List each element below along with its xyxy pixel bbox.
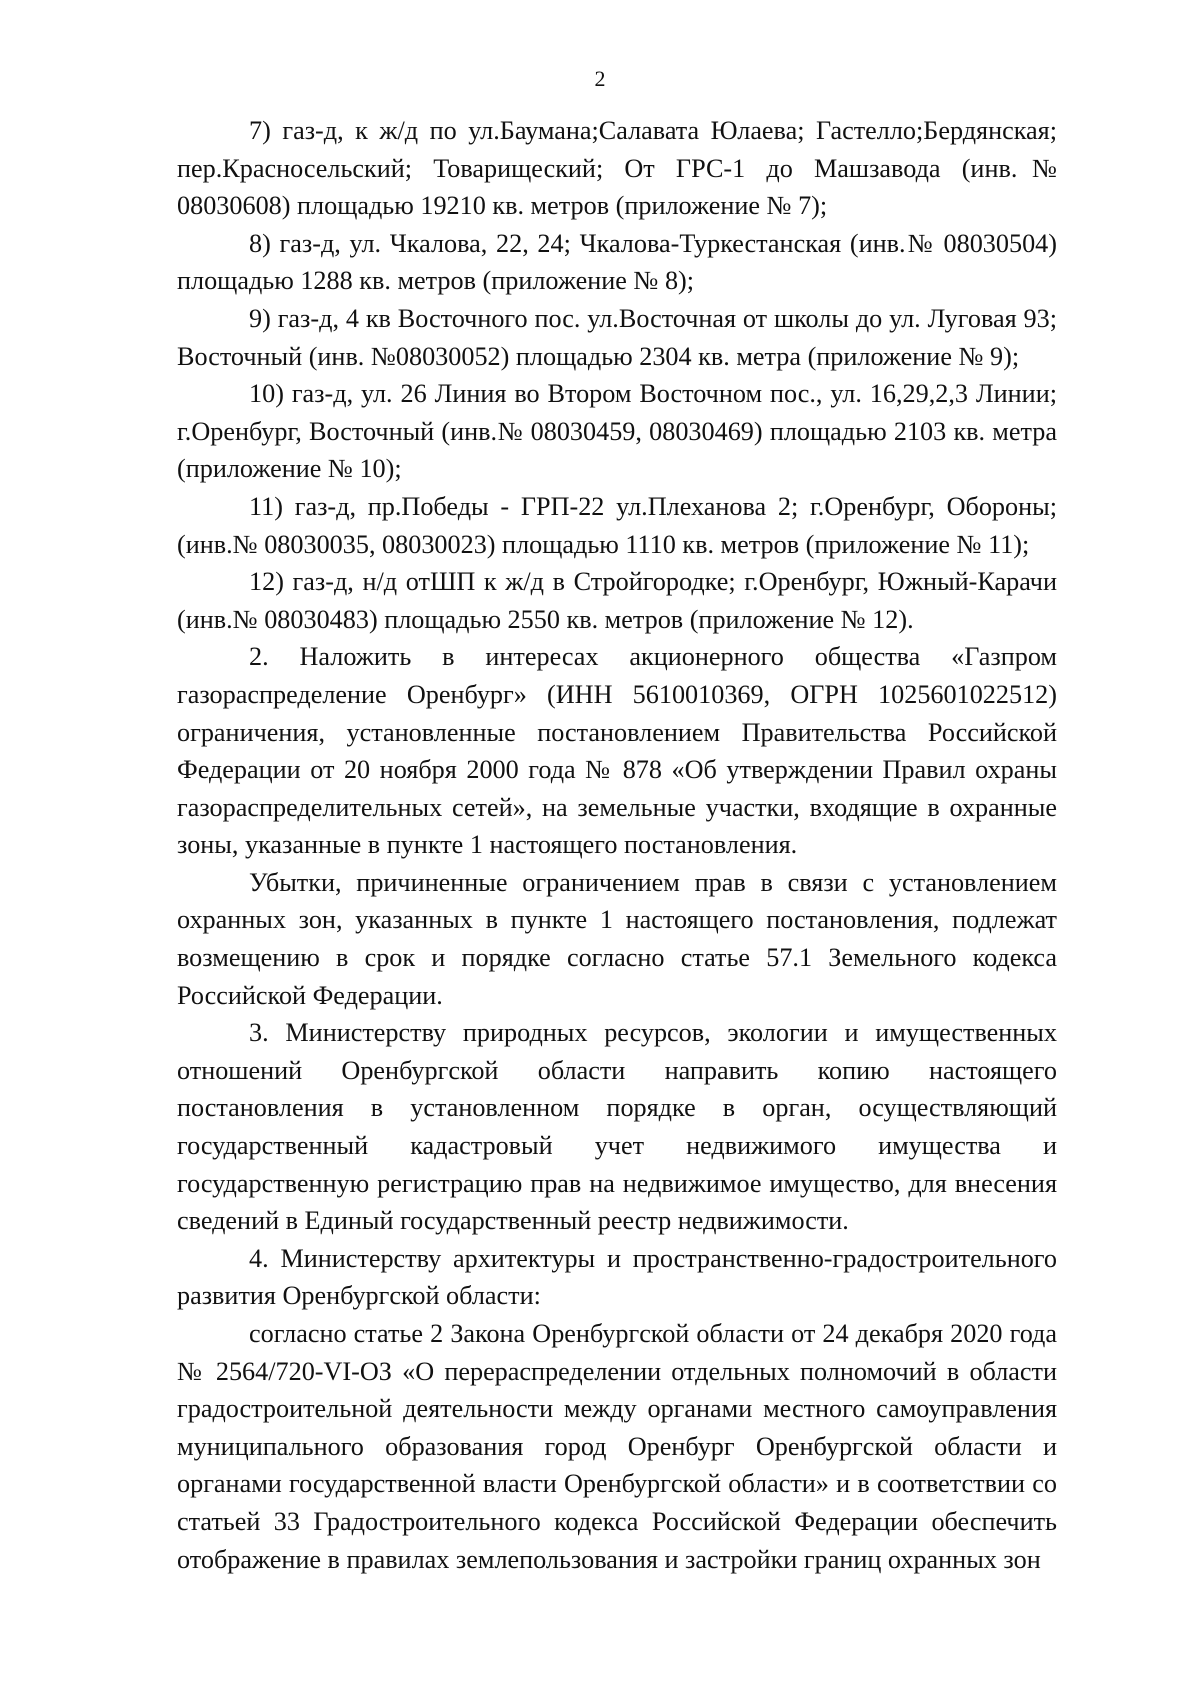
clause-2-damages: Убытки, причиненные ограничением прав в связи с установлением охранных зон, указанных в пункте 1 настоящего постановления, подлежат возмещению в срок и порядке согласно статье 57.1 Земельного кодекса Российской Федерации. (177, 867, 1057, 1010)
list-item-12: 12) газ-д, н/д отШП к ж/д в Стройгородке; г.Оренбург, Южный-Карачи (инв.№ 08030483) площадью 2550 кв. метров (приложение № 12). (177, 567, 1057, 634)
document-body (177, 112, 1057, 1578)
list-item-11: 11) газ-д, пр.Победы - ГРП-22 ул.Плеханова 2; г.Оренбург, Обороны; (инв.№ 08030035, 08030023) площадью 1110 кв. метров (приложение № 11); (177, 491, 1057, 559)
list-item-10: 10) газ-д, ул. 26 Линия во Втором Восточном пос., ул. 16,29,2,3 Линии; г.Оренбург, Восточный (инв.№ 08030459, 08030469) площадью 2103 кв. метра (приложение № 10); (177, 379, 1057, 484)
list-item-8: 8) газ-д, ул. Чкалова, 22, 24; Чкалова-Туркестанская (инв.№ 08030504) площадью 1288 кв. метров (приложение № 8); (177, 228, 1057, 296)
clause-4-text: согласно статье 2 Закона Оренбургской области от 24 декабря 2020 года № 2564/720-VI-ОЗ «О перераспределении отдельных полномочий в области градостроительной деятельности между органами местного самоуправления муниципального образования город Оренбург Оренбургской области и органами государственной власти Оренбургской области» и в соответствии со статьей 33 Градостроительного кодекса Российской Федерации обеспечить отображение в правилах землепользования и застройки границ охранных зон (177, 1319, 1057, 1574)
page-number: 2 (594, 66, 606, 91)
list-item-9: 9) газ-д, 4 кв Восточного пос. ул.Восточная от школы до ул. Луговая 93; Восточный (инв. №08030052) площадью 2304 кв. метра (приложение № 9); (177, 303, 1057, 371)
list-item-7: 7) газ-д, к ж/д по ул.Баумана;Салавата Юлаева; Гастелло;Бердянская; пер.Красносельский; Товарищеский; От ГРС-1 до Машзавода (инв.№ 08030608) площадью 19210 кв. метров (приложение № 7); (177, 116, 1057, 221)
clause-2: 2. Наложить в интересах акционерного общества «Газпром газораспределение Оренбург» (ИНН 5610010369, ОГРН 1025601022512) ограничения, установленные постановлением Правительства Российской Федерации от 20 ноября 2000 года № 878 «Об утверждении Правил охраны газораспределительных сетей», на земельные участки, входящие в охранные зоны, указанные в пункте 1 настоящего постановления. (177, 642, 1057, 860)
clause-4: 4. Министерству архитектуры и пространственно-градостроительного развития Оренбургской области: (177, 1243, 1057, 1311)
clause-3: 3. Министерству природных ресурсов, экологии и имущественных отношений Оренбургской области направить копию настоящего постановления в установленном порядке в орган, осуществляющий государственный кадастровый учет недвижимого имущества и государственную регистрацию прав на недвижимое имущество, для внесения сведений в Единый государственный реестр недвижимости. (177, 1018, 1057, 1236)
